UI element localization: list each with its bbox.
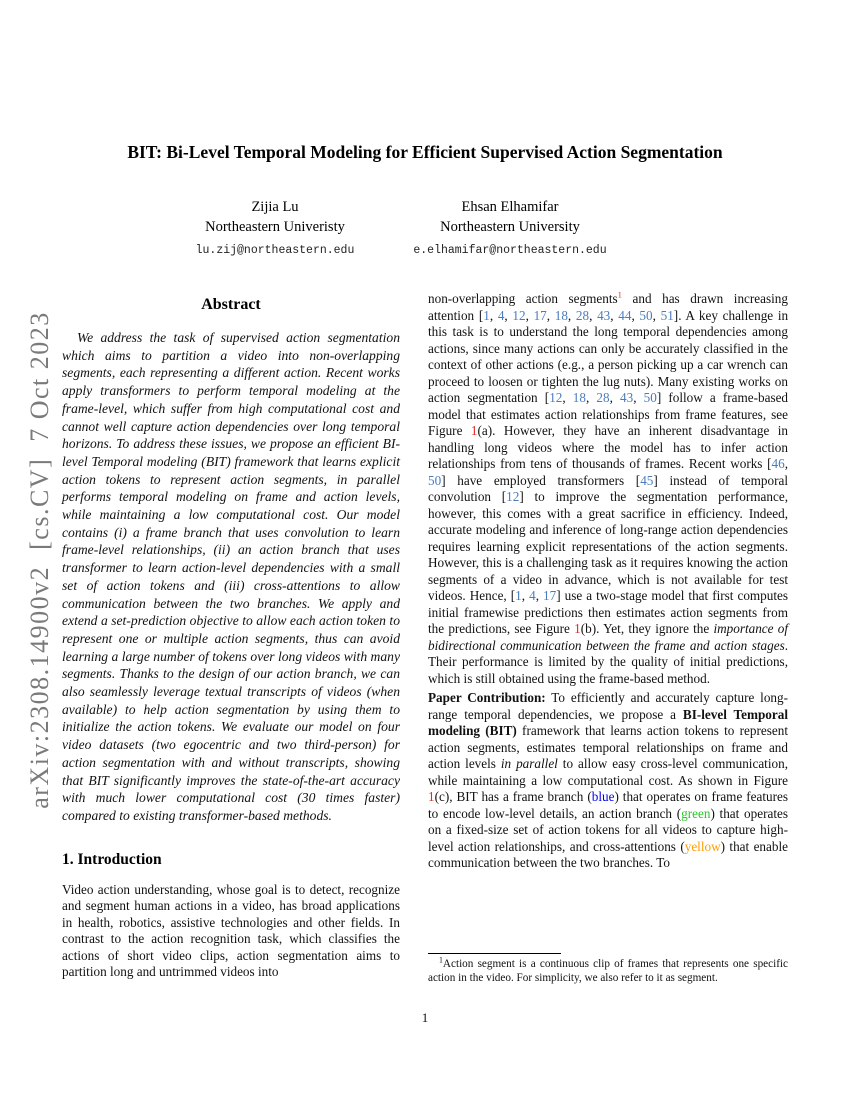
citation-link[interactable]: 50	[643, 390, 657, 405]
citation-link[interactable]: 1	[483, 307, 490, 323]
abstract-heading: Abstract	[201, 296, 261, 313]
paper-contribution-paragraph: Paper Contribution: To efficiently and accurately capture long-range temporal dependencies, we propose a BI-level Temporal modeling (BIT) framework that learns action tokens to represent action segments, estimates temporal relationships on frame and action levels in parallel to allow easy cross-level communication, while maintaining a low computational cost. As shown in Figure 1(c), BIT has a frame branch (blue) that operates on frame features to encode low-level details, an action branch (green) that operates on a fixed-size set of action tokens for all videos to capture high-level action relationships, and cross-attentions (yellow) that enable communication between the two branches. To	[428, 690, 789, 870]
paper-title: BIT: Bi-Level Temporal Modeling for Efficient Supervised Action Segmentation	[127, 142, 723, 162]
page-number: 1	[421, 1010, 429, 1025]
right-column	[428, 291, 788, 872]
introduction-paragraph: Video action understanding, whose goal is to detect, recognize and segment human actions in a video, has broad applications in health, robotics, assistive technologies and other fields. In contrast to the action recognition task, which classifies the actions of short video clips, action segmentation aims to partition long and untrimmed videos into	[62, 881, 400, 980]
footnote-marker: 1	[439, 955, 443, 965]
citation-link[interactable]: 4	[529, 588, 536, 603]
citation-link[interactable]: 18	[572, 390, 586, 405]
color-word-blue: blue	[591, 789, 615, 804]
citation-link[interactable]: 50	[639, 307, 653, 323]
italic-text: in parallel	[500, 756, 558, 771]
citation-link[interactable]: 17	[543, 588, 557, 603]
italic-text: importance of bidirectional communication between the frame and action stages	[428, 621, 788, 653]
paragraph-continued: non-overlapping action segments$^1$ and has drawn increasing attention [1, 4, 12, 17, 18, 28, 43, 44, 50, 51]. A key challenge in this task is to understand the long temporal dependencies among actions, since many actions can only be accurately classified in the context of other actions (e.g., a person picking up a car wrench can proceed to loosen or tighten the lug nuts). Many existing works on action segmentation [12, 18, 28, 43, 50] follow a frame-based model that estimates action relationships from frame features, see Figure 1(a). However, they have an inherent disadvantage in handling long videos where the model has to infer action relationships from tens of thousands of frames. Recent works [46, 50] have employed transformers [45] instead of temporal convolution [12] to improve the segmentation performance, however, this comes with a great sacrifice in efficiency. Indeed, accurate modeling and inference of long-range action dependencies requires learning explicit representations of the action segments. However, this is a challenging task as it requires knowing the action segments of a video in advance, which is not available for test videos. Hence, [1, 4, 17] use a two-stage model that first computes initial framewise predictions then estimates action segments from the predictions, see Figure 1(b). Yet, they ignore the importance of bidirectional communication between the frame and action stages. Their performance is limited by the quality of initial predictions, which is still obtained using the frame-based method.	[428, 289, 789, 686]
citation-link[interactable]: 17	[533, 307, 547, 323]
citation-link[interactable]: 50	[428, 472, 442, 488]
author-email: e.elhamifar@northeastern.edu	[413, 244, 607, 257]
footnote-ref-marker[interactable]: 1	[617, 289, 622, 300]
citation-link[interactable]: 43	[620, 390, 634, 405]
citation-link[interactable]: 18	[554, 307, 568, 323]
arxiv-watermark: arXiv:2308.14900v2 [cs.CV] 7 Oct 2023	[25, 311, 54, 809]
figure-ref[interactable]: 1	[470, 423, 478, 438]
citation-link[interactable]: 43	[597, 307, 611, 323]
citation-link[interactable]: 12	[549, 390, 563, 405]
author-block-2	[360, 197, 660, 260]
footnote-area	[428, 953, 788, 985]
color-word-yellow: yellow	[684, 838, 721, 854]
figure-ref[interactable]: 1	[574, 621, 581, 636]
bold-text: BI-level Temporal modeling (BIT)	[428, 706, 789, 738]
color-word-green: green	[681, 805, 711, 821]
citation-link[interactable]: 45	[640, 472, 654, 488]
author-name: Zijia Lu	[251, 199, 299, 215]
footnote-rule	[428, 953, 561, 954]
footnote-text: $^1$Action segment is a continuous clip of frames that represents one specific action in the video. For simplicity, we also refer to it as segment.	[428, 955, 788, 984]
abstract-text: We address the task of supervised action segmentation which aims to partition a video into non-overlapping segments, each representing a different action. Recent works apply transformers to perform temporal modeling at the frame-level, which suffer from high computational cost and cannot well capture action dependencies over long temporal horizons. To address these issues, we propose an efficient BI-level Temporal modeling (BIT) framework that learns explicit action tokens to represent action segments, in parallel performs temporal modeling on frame and action levels, while maintaining a low computational cost. Our model contains (i) a frame branch that uses convolution to learn frame-level relationships, (ii) an action branch that uses transformer to learn action-level dependencies with a small set of action tokens and (iii) cross-attentions to allow communication between the two branches. We apply and extend a set-prediction objective to allow each action token to represent one or multiple action segments, thus can avoid learning a large number of tokens over long videos with many segments. Thanks to the design of our action branch, we can also seamlessly leverage textual transcripts of videos (when available) to help action segmentation by using them to initialize the action tokens. We evaluate our model on four video datasets (two egocentric and two third-person) for action segmentation with and without transcripts, showing that BIT significantly improves the state-of-the-art accuracy with much lower computational cost (30 times faster) compared to existing transformer-based methods.	[62, 330, 400, 823]
citation-link[interactable]: 28	[596, 390, 610, 405]
citation-link[interactable]: 46	[771, 456, 785, 471]
author-email: lu.zij@northeastern.edu	[195, 244, 355, 257]
citation-link[interactable]: 44	[618, 307, 632, 323]
citation-link[interactable]: 12	[512, 307, 526, 323]
author-affiliation: Northeastern University	[440, 219, 580, 235]
citation-link[interactable]: 51	[660, 307, 674, 323]
citation-link[interactable]: 28	[575, 307, 590, 323]
left-column	[62, 290, 400, 981]
citation-link[interactable]: 12	[506, 489, 520, 504]
author-affiliation: Northeastern Univeristy	[205, 219, 345, 235]
author-name: Ehsan Elhamifar	[461, 199, 559, 215]
citation-link[interactable]: 1	[515, 588, 522, 603]
section-heading-introduction: 1. Introduction	[62, 850, 162, 868]
bold-text: Paper Contribution:	[428, 690, 546, 705]
figure-ref[interactable]: 1	[428, 789, 435, 804]
citation-link[interactable]: 4	[497, 307, 505, 323]
